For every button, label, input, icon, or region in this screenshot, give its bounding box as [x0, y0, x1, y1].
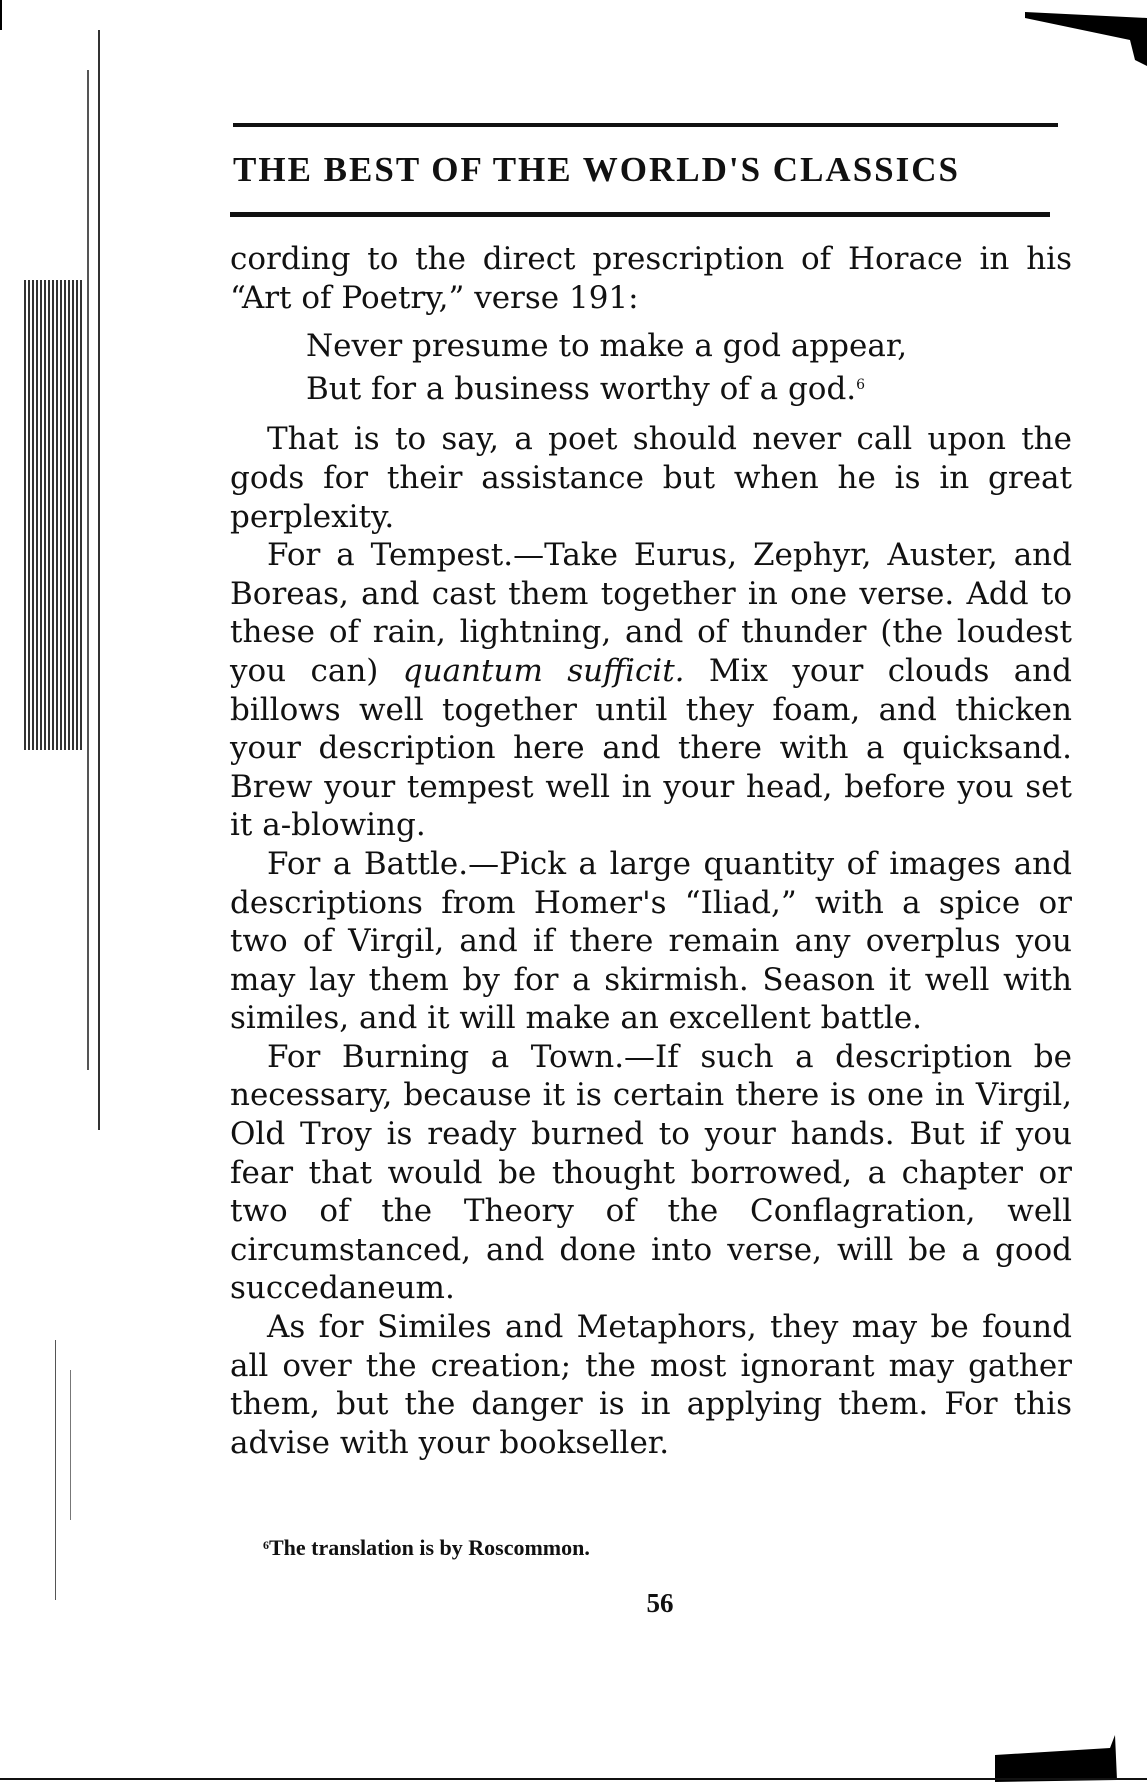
verse-line: Never presume to make a god appear, [306, 328, 908, 365]
latin-phrase: quantum sufficit. [402, 652, 685, 689]
running-header: THE BEST OF THE WORLD'S CLASSICS [233, 150, 960, 189]
binding-edge [55, 1340, 56, 1600]
paragraph: For a Tempest.—Take Eurus, Zephyr, Auster, and Boreas, and cast them together in one verse. Add to these of rain, lightning, and of thunder (the loudest you can) quantum sufficit. Mix your clouds and billows well together until they foam, and thicken your description here and there with a quicksand. Brew your tempest well in your head, before you set it a-blowing. [230, 537, 1072, 844]
paragraph: cording to the direct prescription of Horace in his “Art of Poetry,” verse 191: [230, 241, 1072, 316]
binding-edge [24, 280, 84, 750]
paragraph: That is to say, a poet should never call upon the gods for their assistance but when he is in great perplexity. [230, 421, 1072, 535]
corner-mark-icon [1025, 0, 1147, 70]
verse-line: But for a business worthy of a god.$^6$ [306, 370, 866, 407]
footnote-mark: 6 [856, 376, 866, 393]
corner-mark-icon [990, 1720, 1147, 1787]
verse-quote [306, 327, 1072, 408]
header-top-rule [233, 123, 1058, 127]
binding-edge [98, 30, 100, 1130]
binding-edge [0, 0, 2, 30]
binding-edge [87, 70, 89, 1070]
footnote: $^6$The translation is by Roscommon. [263, 1535, 590, 1560]
bottom-edge-rule [0, 1778, 1147, 1780]
paragraph: For Burning a Town.—If such a description be necessary, because it is certain there is one in Virgil, Old Troy is ready burned to your hands. But if you fear that would be thought borrowed, a chapter or two of the Theory of the Conflagration, well circumstanced, and done into verse, will be a good succedaneum. [230, 1038, 1072, 1307]
body-text [230, 240, 1072, 1462]
paragraph: For a Battle.—Pick a large quantity of images and descriptions from Homer's “Iliad,” with a spice or two of Virgil, and if there remain any overplus you may lay them by for a skirmish. Season it well with similes, and it will make an excellent battle. [230, 845, 1072, 1037]
binding-edge [70, 1370, 71, 1520]
header-bottom-rule [230, 212, 1050, 217]
paragraph: As for Similes and Metaphors, they may be found all over the creation; the most ignorant may gather them, but the danger is in applying them. For this advise with your bookseller. [230, 1309, 1072, 1461]
page-number: 56 [646, 1588, 674, 1618]
